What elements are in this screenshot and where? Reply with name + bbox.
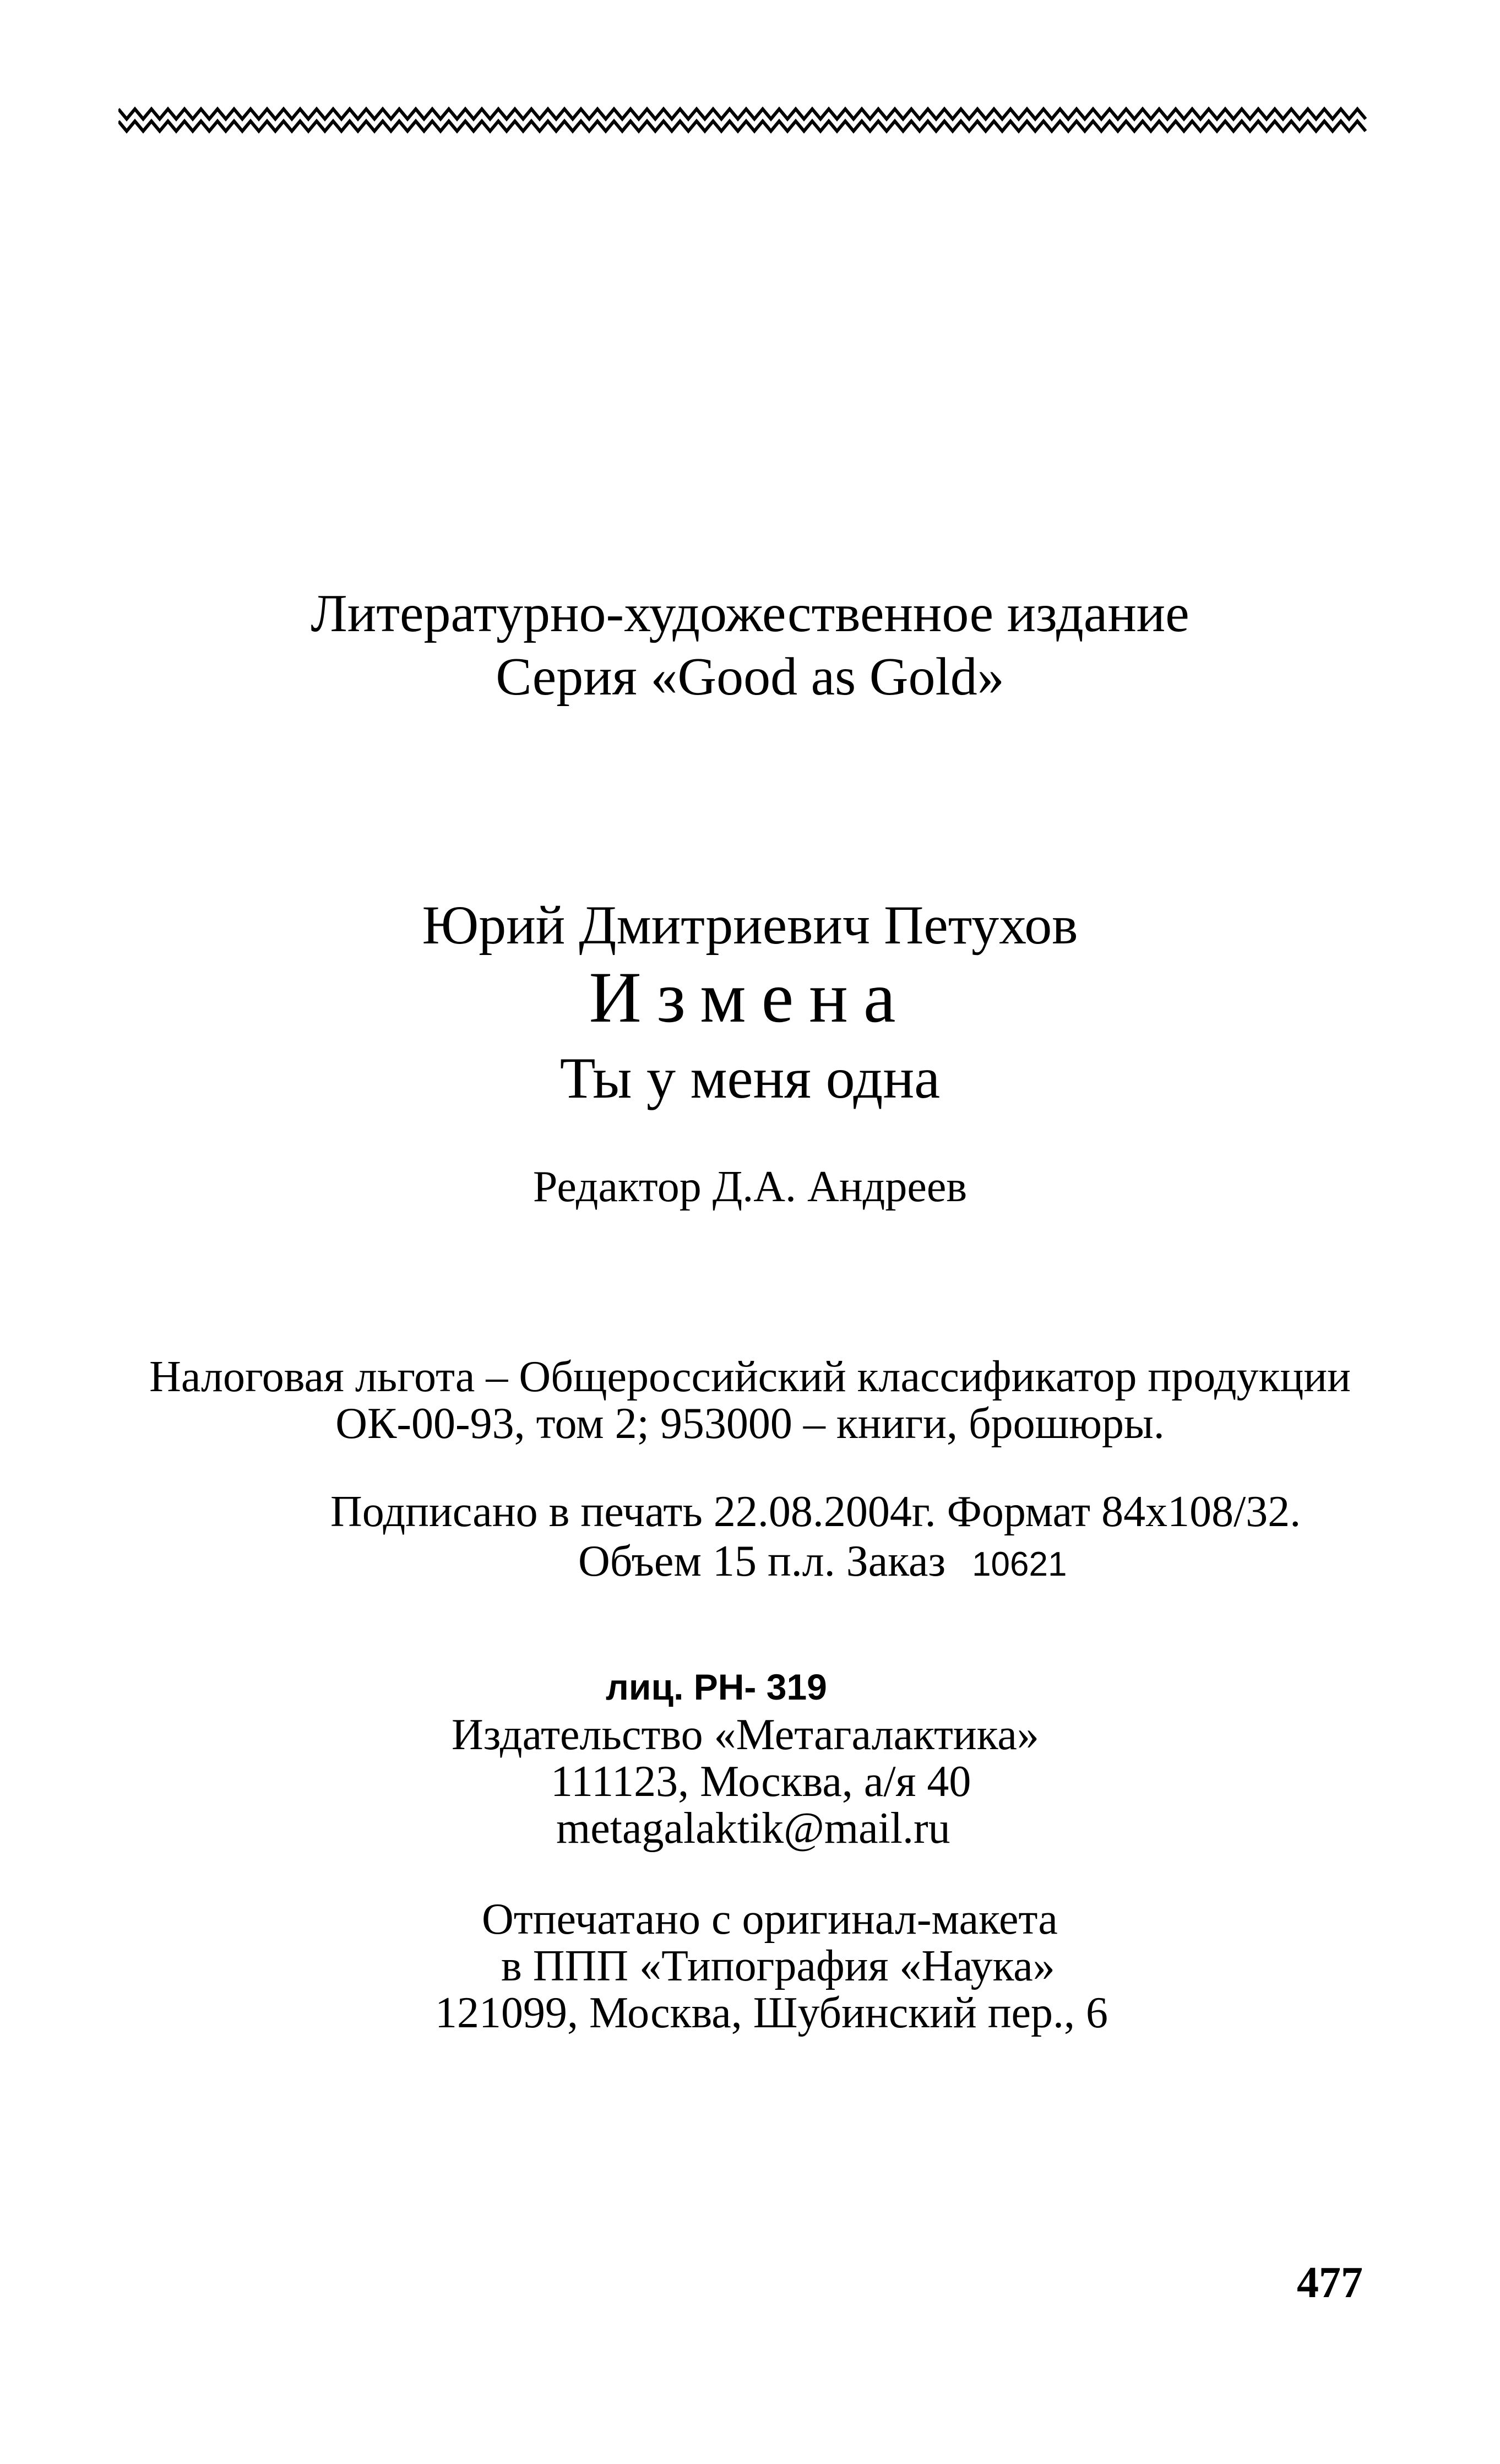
printer-line-3: 121099, Москва, Шубинский пер., 6 xyxy=(435,1989,1108,2037)
page-number: 477 xyxy=(1297,2259,1363,2307)
editor-line: Редактор Д.А. Андреев xyxy=(532,1163,968,1211)
zigzag-border xyxy=(118,105,1368,138)
publisher-address: 111123, Москва, а/я 40 xyxy=(551,1757,971,1806)
license-line: лиц. РН- 319 xyxy=(606,1667,827,1707)
print-volume-line xyxy=(578,1537,1067,1586)
author-name: Юрий Дмитриевич Петухов xyxy=(422,894,1078,956)
print-volume-label: Объем 15 п.л. Заказ xyxy=(578,1537,946,1586)
printer-line-2: в ППП «Типография «Наука» xyxy=(501,1942,1055,1990)
book-title: Измена xyxy=(589,957,911,1038)
order-number: 10621 xyxy=(972,1545,1067,1583)
printer-line-1: Отпечатано с оригинал-макета xyxy=(482,1895,1058,1944)
series-line-1: Литературно-художественное издание xyxy=(311,584,1189,643)
tax-line-1: Налоговая льгота – Общероссийский классификатор продукции xyxy=(149,1353,1351,1401)
series-line-2: Серия «Good as Gold» xyxy=(496,647,1004,707)
book-subtitle: Ты у меня одна xyxy=(559,1046,941,1110)
print-signed-line: Подписано в печать 22.08.2004г. Формат 84х108/32. xyxy=(330,1488,1301,1536)
publisher-name: Издательство «Метагалактика» xyxy=(452,1711,1039,1759)
tax-line-2: ОК-00-93, том 2; 953000 – книги, брошюры. xyxy=(335,1399,1165,1448)
publisher-email: metagalaktik@mail.ru xyxy=(556,1804,950,1853)
